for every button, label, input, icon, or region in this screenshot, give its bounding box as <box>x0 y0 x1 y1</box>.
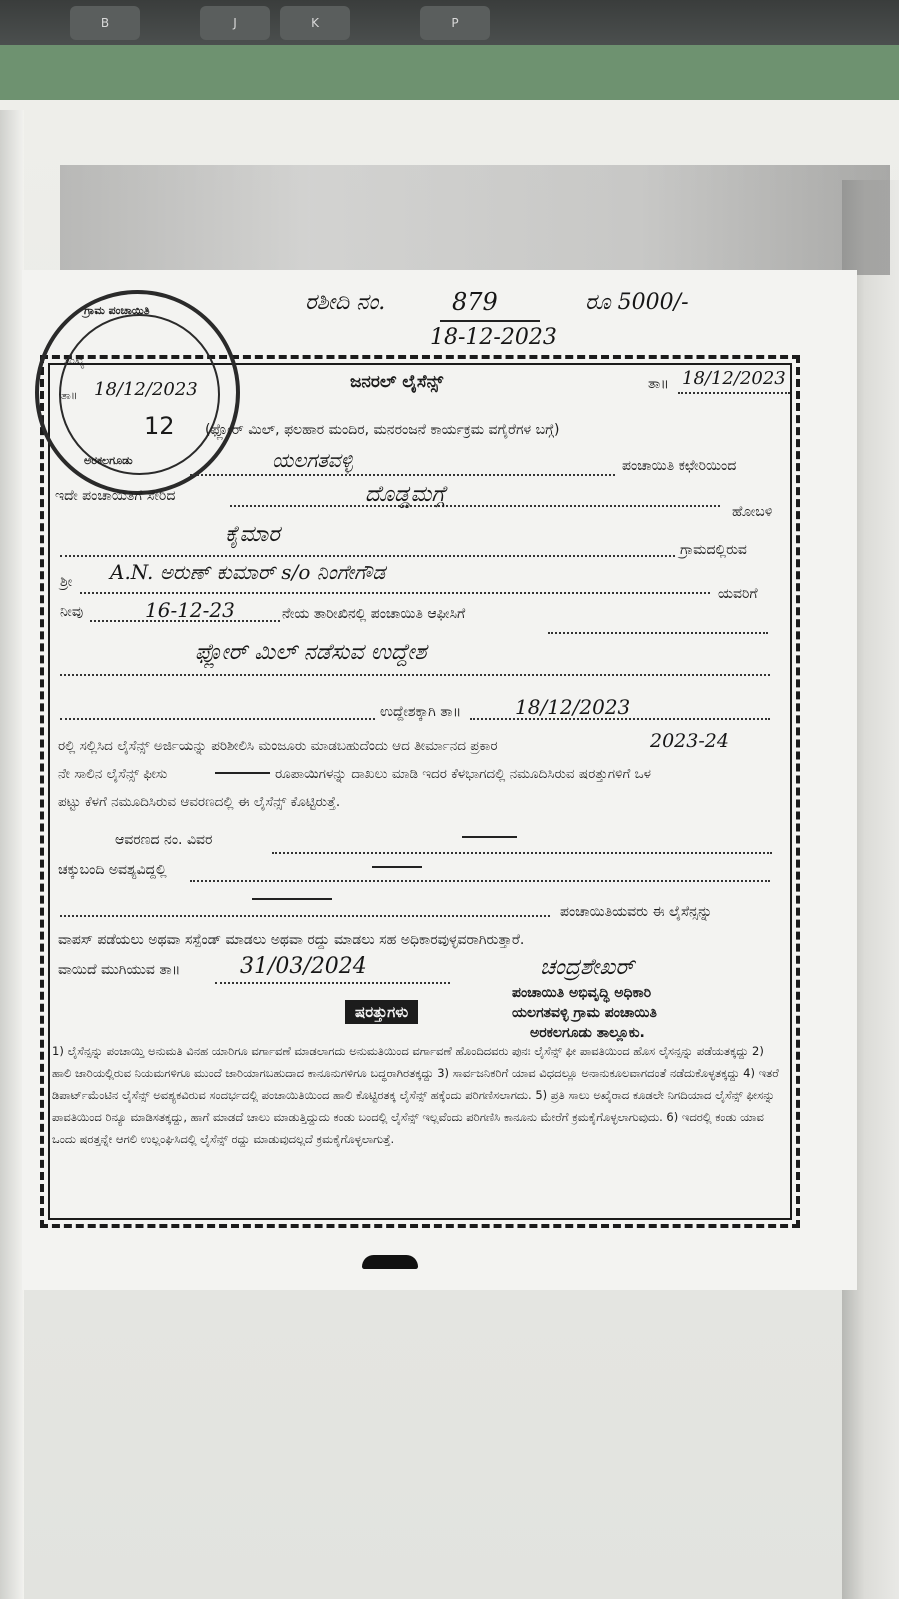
date-value: 18/12/2023 <box>682 368 786 389</box>
para-line-2a: ನೇ ಸಾಲಿನ ಲೈಸೆನ್ಸ್ ಫೀಸು <box>58 766 168 782</box>
ink-mark <box>362 1255 418 1269</box>
para-line-2b: ರೂಪಾಯಿಗಳನ್ನು ದಾಖಲು ಮಾಡಿ ಇದರ ಕೆಳಭಾಗದಲ್ಲಿ ನಮೂದಿಸಿರುವ ಷರತ್ತುಗಳಿಗೆ ಒಳ <box>275 766 652 782</box>
seal-number: 12 <box>144 412 175 440</box>
purpose-label: ಉದ್ದೇಶಕ್ಕಾಗಿ ತಾ॥ <box>380 704 462 720</box>
panchayat-seal <box>35 290 240 495</box>
seal-date-label: ತಾ॥ <box>61 389 78 402</box>
keyboard-key: P <box>420 6 490 40</box>
premises-label: ಆವರಣದ ನಂ. ವಿವರ <box>115 832 213 848</box>
document-title: ಜನರಲ್ ಲೈಸೆನ್ಸ್ <box>350 372 444 392</box>
panchayat-dots <box>190 474 615 476</box>
para-line-1: ರಲ್ಲಿ ಸಲ್ಲಿಸಿದ ಲೈಸೆನ್ಸ್ ಅರ್ಜಿಯನ್ನು ಪರಿಶೀಲಿಸಿ ಮಂಜೂರು ಮಾಡಬಹುದೆಂದು ಆದ ತೀರ್ಮಾನದ ಪ್ರಕಾರ <box>58 738 498 754</box>
receipt-date: 18-12-2023 <box>430 325 557 350</box>
keyboard-key: J <box>200 6 270 40</box>
paper-fold-edge <box>0 110 24 1599</box>
receipt-label: ರಶೀದಿ ನಂ. <box>305 290 386 315</box>
boundary-label: ಚಕ್ಕುಬಂದಿ ಅವಶ್ಯವಿದ್ದಲ್ಲಿ <box>58 862 167 878</box>
shri-label: ಶ್ರೀ <box>60 574 73 590</box>
boundary-dots <box>190 880 770 882</box>
photocopy-shadow <box>60 165 890 275</box>
village-label: ಗ್ರಾಮದಲ್ಲಿರುವ <box>680 542 747 558</box>
applied-text: ನೇಯ ತಾರೀಖಿನಲ್ಲಿ ಪಂಚಾಯಿತಿ ಆಫೀಸಿಗೆ <box>282 606 466 622</box>
whom-label: ಯವರಿಗೆ <box>718 586 758 602</box>
expiry-label: ವಾಯಿದೆ ಮುಗಿಯುವ ತಾ॥ <box>58 962 181 978</box>
expiry-value: 31/03/2024 <box>240 954 367 979</box>
seal-text-bottom: ಅರಕಲಗೂಡು <box>84 454 133 467</box>
purpose-date-dots <box>470 718 770 720</box>
officer-line-1: ಪಂಚಾಯಿತಿ ಅಭಿವೃದ್ಧಿ ಅಧಿಕಾರಿ <box>512 985 652 1001</box>
date-dots <box>678 392 790 394</box>
panchayat-value: ಯಲಗತವಳ್ಳಿ <box>272 448 353 472</box>
revoke-text-2: ವಾಪಸ್ ಪಡೆಯಲು ಅಥವಾ ಸಸ್ಪೆಂಡ್ ಮಾಡಲು ಅಥವಾ ರದ್ದು ಮಾಡಲು ಸಹ ಅಧಿಕಾರವುಳ್ಳವರಾಗಿರುತ್ತಾರೆ. <box>58 932 525 948</box>
purpose-dots <box>60 674 770 676</box>
hobli-label: ಹೋಬಳಿ <box>732 504 773 520</box>
boundary-dash <box>372 866 422 868</box>
conditions-title: ಷರತ್ತುಗಳು <box>345 1000 418 1024</box>
license-year: 2023-24 <box>650 730 729 752</box>
document-subtitle: (ಫ್ಲೋರ್ ಮಿಲ್, ಫಲಹಾರ ಮಂದಿರ, ಮನರಂಜನೆ ಕಾರ್ಯಕ್ರಮ ವಗೈರೆಗಳ ಬಗ್ಗೆ) <box>205 422 560 438</box>
officer-signature: ಚಂದ್ರಶೇಖರ್ <box>540 955 635 980</box>
receipt-underline <box>440 320 540 322</box>
seal-text-top: ಗ್ರಾಮ ಪಂಚಾಯಿತಿ <box>84 304 150 317</box>
keyboard-key: B <box>70 6 140 40</box>
keyboard-background <box>0 0 899 50</box>
seal-num-label: ಸಂಖ್ಯೆ <box>64 354 85 367</box>
conditions-text: 1) ಲೈಸೆನ್ಸನ್ನು ಪಂಚಾಯ್ತಿ ಅನುಮತಿ ವಿನಹ ಯಾರಿಗೂ ವರ್ಗಾವಣೆ ಮಾಡಲಾಗದು ಅನುಮತಿಯಿಂದ ವರ್ಗಾವಣೆ ಹೊಂದಿದವರು ಪುನಃ ಲೈಸೆನ್ಸ್ ಫೀ ಪಾವತಿಯಿಂದ ಹೊಸ ಲೈಸನ್ಸನ್ನು ಪಡೆಯತಕ್ಕದ್ದು 2) ಹಾಲಿ ಜಾರಿಯಲ್ಲಿರುವ ನಿಯಮಗಳಿಗೂ ಮುಂದೆ ಜಾರಿಯಾಗಬಹುದಾದ ಕಾನೂನುಗಳಿಗೂ ಬದ್ಧರಾಗಿರತಕ್ಕದ್ದು 3) ಸಾರ್ವಜನಿಕರಿಗೆ ಯಾವ ವಿಧದಲ್ಲೂ ಅನಾನುಕೂಲವಾಗದಂತೆ ನಡೆದುಕೊಳ್ಳತಕ್ಕದ್ದು 4) ಇತರೆ ಡಿಪಾರ್ಟ್‌ಮೆಂಟಿನ ಲೈಸೆನ್ಸ್ ಅವಶ್ಯಕವಿರುವ ಸಂದರ್ಭದಲ್ಲಿ ಪಂಚಾಯಿತಿಯಿಂದ ಹಾಲಿ ಕೊಟ್ಟಿರತಕ್ಕ ಲೈಸೆನ್ಸ್ ಹಕ್ಕೆಂದು ಪರಿಗಣಿಸಲಾಗದು. 5) ಪ್ರತಿ ಸಾಲು ಅಖೈರಾದ ಕೂಡಲೇ ನಿಗದಿಯಾದ ಲೈಸೆನ್ಸ್ ಫೀಸನ್ನು ಪಾವತಿಯಿಂದ ರಿನ್ಯೂ ಮಾಡಿಸತಕ್ಕದ್ದು, ಹಾಗೆ ಮಾಡದೆ ಚಾಲು ಮಾಡುತ್ತಿದ್ದುದು ಕಂಡು ಬಂದಲ್ಲಿ ಲೈಸೆನ್ಸ್ ಇಲ್ಲವೆಂದು ಪರಿಗಣಿಸಿ ಕಾನೂನು ಮೇರೆಗೆ ಕ್ರಮಕೈಗೊಳ್ಳಲಾಗುವುದು. 6) ಇದರಲ್ಲಿ ಕಂಡು ಯಾವ ಒಂದು ಷರತ್ತನ್ನೇ ಆಗಲಿ ಉಲ್ಲಂಘಿಸಿದಲ್ಲಿ ಲೈಸೆನ್ಸ್ ರದ್ದು ಮಾಡುವುದಲ್ಲದೆ ಕ್ರಮಕೈಗೊಳ್ಳಲಾಗುತ್ತೆ. <box>52 1044 779 1146</box>
revoke-dash <box>252 898 332 900</box>
applied-dots-end <box>548 632 768 634</box>
premises-dash <box>462 836 517 838</box>
officer-line-3: ಅರಕಲಗೂಡು ತಾಲ್ಲೂಕು. <box>530 1025 645 1041</box>
purpose-date: 18/12/2023 <box>515 695 631 719</box>
date-label: ತಾ॥ <box>648 376 669 392</box>
premises-dots <box>272 852 772 854</box>
seal-date: 18/12/2023 <box>94 379 198 400</box>
purpose-dots-2 <box>60 718 375 720</box>
person-value: A.N. ಅರುಣ್ ಕುಮಾರ್ s/o ನಿಂಗೇಗೌಡ <box>110 560 386 584</box>
expiry-dots <box>215 982 450 984</box>
keyboard-key: K <box>280 6 350 40</box>
village-value: ಕೈಮಾರ <box>225 522 280 547</box>
officer-line-2: ಯಲಗತವಳ್ಳಿ ಗ್ರಾಮ ಪಂಚಾಯಿತಿ <box>512 1005 657 1021</box>
person-dots <box>80 592 710 594</box>
purpose-value: ಫ್ಲೋರ್ ಮಿಲ್ ನಡೆಸುವ ಉದ್ದೇಶ <box>195 640 427 665</box>
village-dots <box>60 555 675 557</box>
receipt-number: 879 <box>452 288 498 316</box>
para-line-3: ಪಟ್ಟು ಕೆಳಗೆ ನಮೂದಿಸಿರುವ ಆವರಣದಲ್ಲಿ ಈ ಲೈಸೆನ್ಸ್ ಕೊಟ್ಟಿರುತ್ತೆ. <box>58 794 341 810</box>
applied-date: 16-12-23 <box>145 598 235 622</box>
panchayat-label: ಪಂಚಾಯಿತಿ ಕಛೇರಿಯಿಂದ <box>622 458 737 474</box>
revoke-dots <box>60 915 550 917</box>
you-label: ನೀವು <box>60 604 84 620</box>
receipt-amount: ರೂ 5000/- <box>585 290 689 315</box>
revoke-text-1: ಪಂಚಾಯಿತಿಯವರು ಈ ಲೈಸೆನ್ಸನ್ನು <box>560 904 713 920</box>
belongs-label: ಇದೇ ಪಂಚಾಯಿತಿಗೆ ಸೇರಿದ <box>55 488 176 504</box>
hobli-dots <box>230 505 720 507</box>
fee-blank <box>215 772 270 774</box>
hobli-value: ದೊಡ್ಡಮಗ್ಗೆ <box>365 482 446 507</box>
